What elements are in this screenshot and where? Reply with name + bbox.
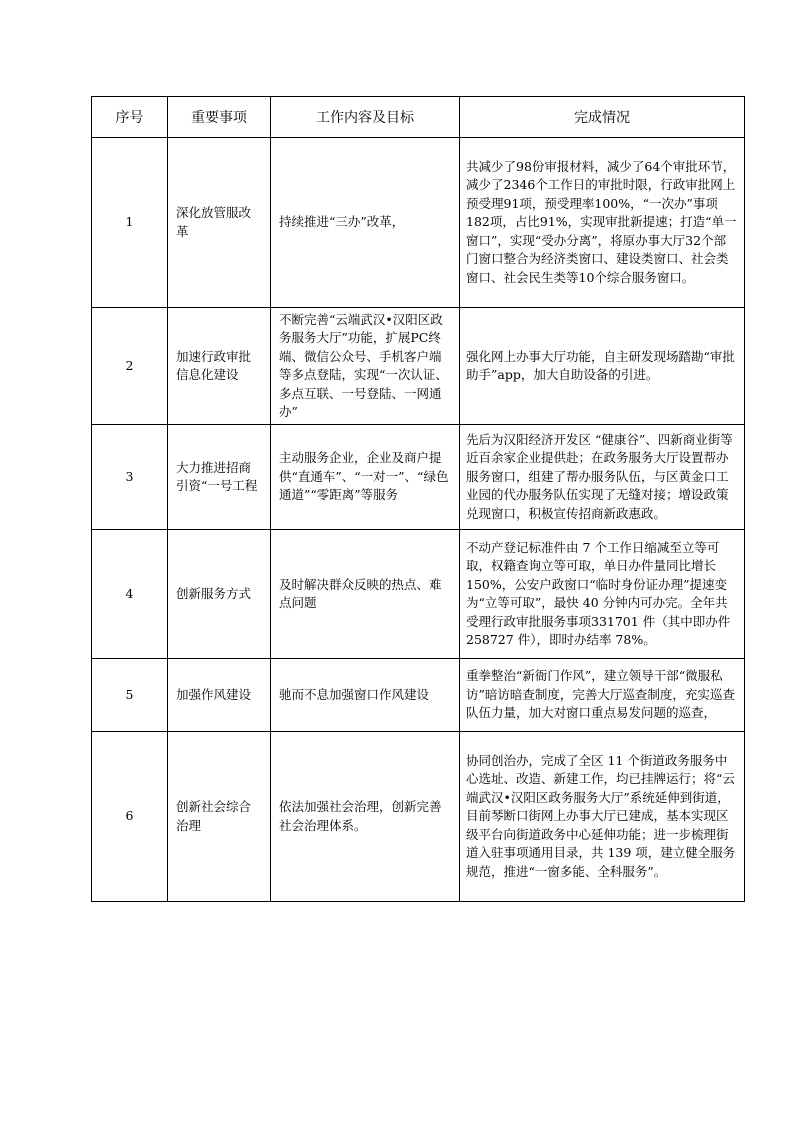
row-done: 协同创治办，完成了全区 11 个街道政务服务中心选址、改造、新建工作，均已挂牌运行；将“云端武汉•汉阳区政务服务大厅”系统延伸到街道，目前琴断口街网上办事大厅已建成，基本实现区级平台向街道政务中心延伸功能；进一步梳理街道入驻事项通用目录，共 139 项，建立健全服务规范，推进“一窗多能、全科服务”。 — [460, 732, 745, 902]
row-no: 3 — [92, 425, 168, 530]
table-row — [92, 425, 745, 530]
row-goal: 依法加强社会治理，创新完善社会治理体系。 — [271, 732, 460, 902]
row-done: 不动产登记标准件由 7 个工作日缩减至立等可取，权籍查询立等可取，单日办件量同比增长 150%，公安户政窗口“临时身份证办理”提速变为“立等可取”，最快 40 分钟内可办完。全年共受理行政审批服务事项331701 件（其中即办件 258727 件），即时办结率 78%。 — [460, 530, 745, 659]
row-goal: 持续推进“三办”改革， — [271, 138, 460, 308]
row-item: 创新服务方式 — [168, 530, 271, 659]
table-row — [92, 732, 745, 902]
row-item: 深化放管服改革 — [168, 138, 271, 308]
row-no: 1 — [92, 138, 168, 308]
row-goal: 驰而不息加强窗口作风建设 — [271, 659, 460, 732]
header-goal: 工作内容及目标 — [271, 97, 460, 138]
row-item: 大力推进招商引资“一号工程 — [168, 425, 271, 530]
row-goal: 不断完善“云端武汉•汉阳区政务服务大厅”功能，扩展PC终端、微信公众号、手机客户端等多点登陆，实现“一次认证、多点互联、一号登陆、一网通办” — [271, 308, 460, 425]
table-row — [92, 659, 745, 732]
header-done: 完成情况 — [460, 97, 745, 138]
row-item: 加强作风建设 — [168, 659, 271, 732]
row-goal: 主动服务企业，企业及商户提供“直通车”、“一对一”、“绿色通道”“零距离”等服务 — [271, 425, 460, 530]
row-no: 2 — [92, 308, 168, 425]
row-done: 先后为汉阳经济开发区 “健康谷”、四新商业街等近百余家企业提供赴；在政务服务大厅设置帮办服务窗口，组建了帮办服务队伍，与区黄金口工业园的代办服务队伍实现了无缝对接；增设政策兑现窗口，积极宣传招商新政惠政。 — [460, 425, 745, 530]
row-item: 加速行政审批信息化建设 — [168, 308, 271, 425]
header-item: 重要事项 — [168, 97, 271, 138]
header-no: 序号 — [92, 97, 168, 138]
row-no: 5 — [92, 659, 168, 732]
table-row — [92, 308, 745, 425]
row-goal: 及时解决群众反映的热点、难点问题 — [271, 530, 460, 659]
row-item: 创新社会综合治理 — [168, 732, 271, 902]
table-row — [92, 138, 745, 308]
table-header-row — [92, 97, 745, 138]
row-done: 重拳整治“新衙门作风”，建立领导干部“微服私访”暗访暗查制度，完善大厅巡查制度，充实巡查队伍力量，加大对窗口重点易发问题的巡查， — [460, 659, 745, 732]
row-done: 共减少了98份审报材料，减少了64个审批环节，减少了2346个工作日的审批时限，行政审批网上预受理91项，预受理率100%，“一次办”事项182项，占比91%，实现审批新提速；打造“单一窗口”，实现“受办分离”，将原办事大厅32个部门窗口整合为经济类窗口、建设类窗口、社会类窗口、社会民生类等10个综合服务窗口。 — [460, 138, 745, 308]
row-no: 4 — [92, 530, 168, 659]
work-summary-table — [91, 96, 745, 902]
row-done: 强化网上办事大厅功能，自主研发现场踏勘“审批助手”app，加大自助设备的引进。 — [460, 308, 745, 425]
row-no: 6 — [92, 732, 168, 902]
table-row — [92, 530, 745, 659]
